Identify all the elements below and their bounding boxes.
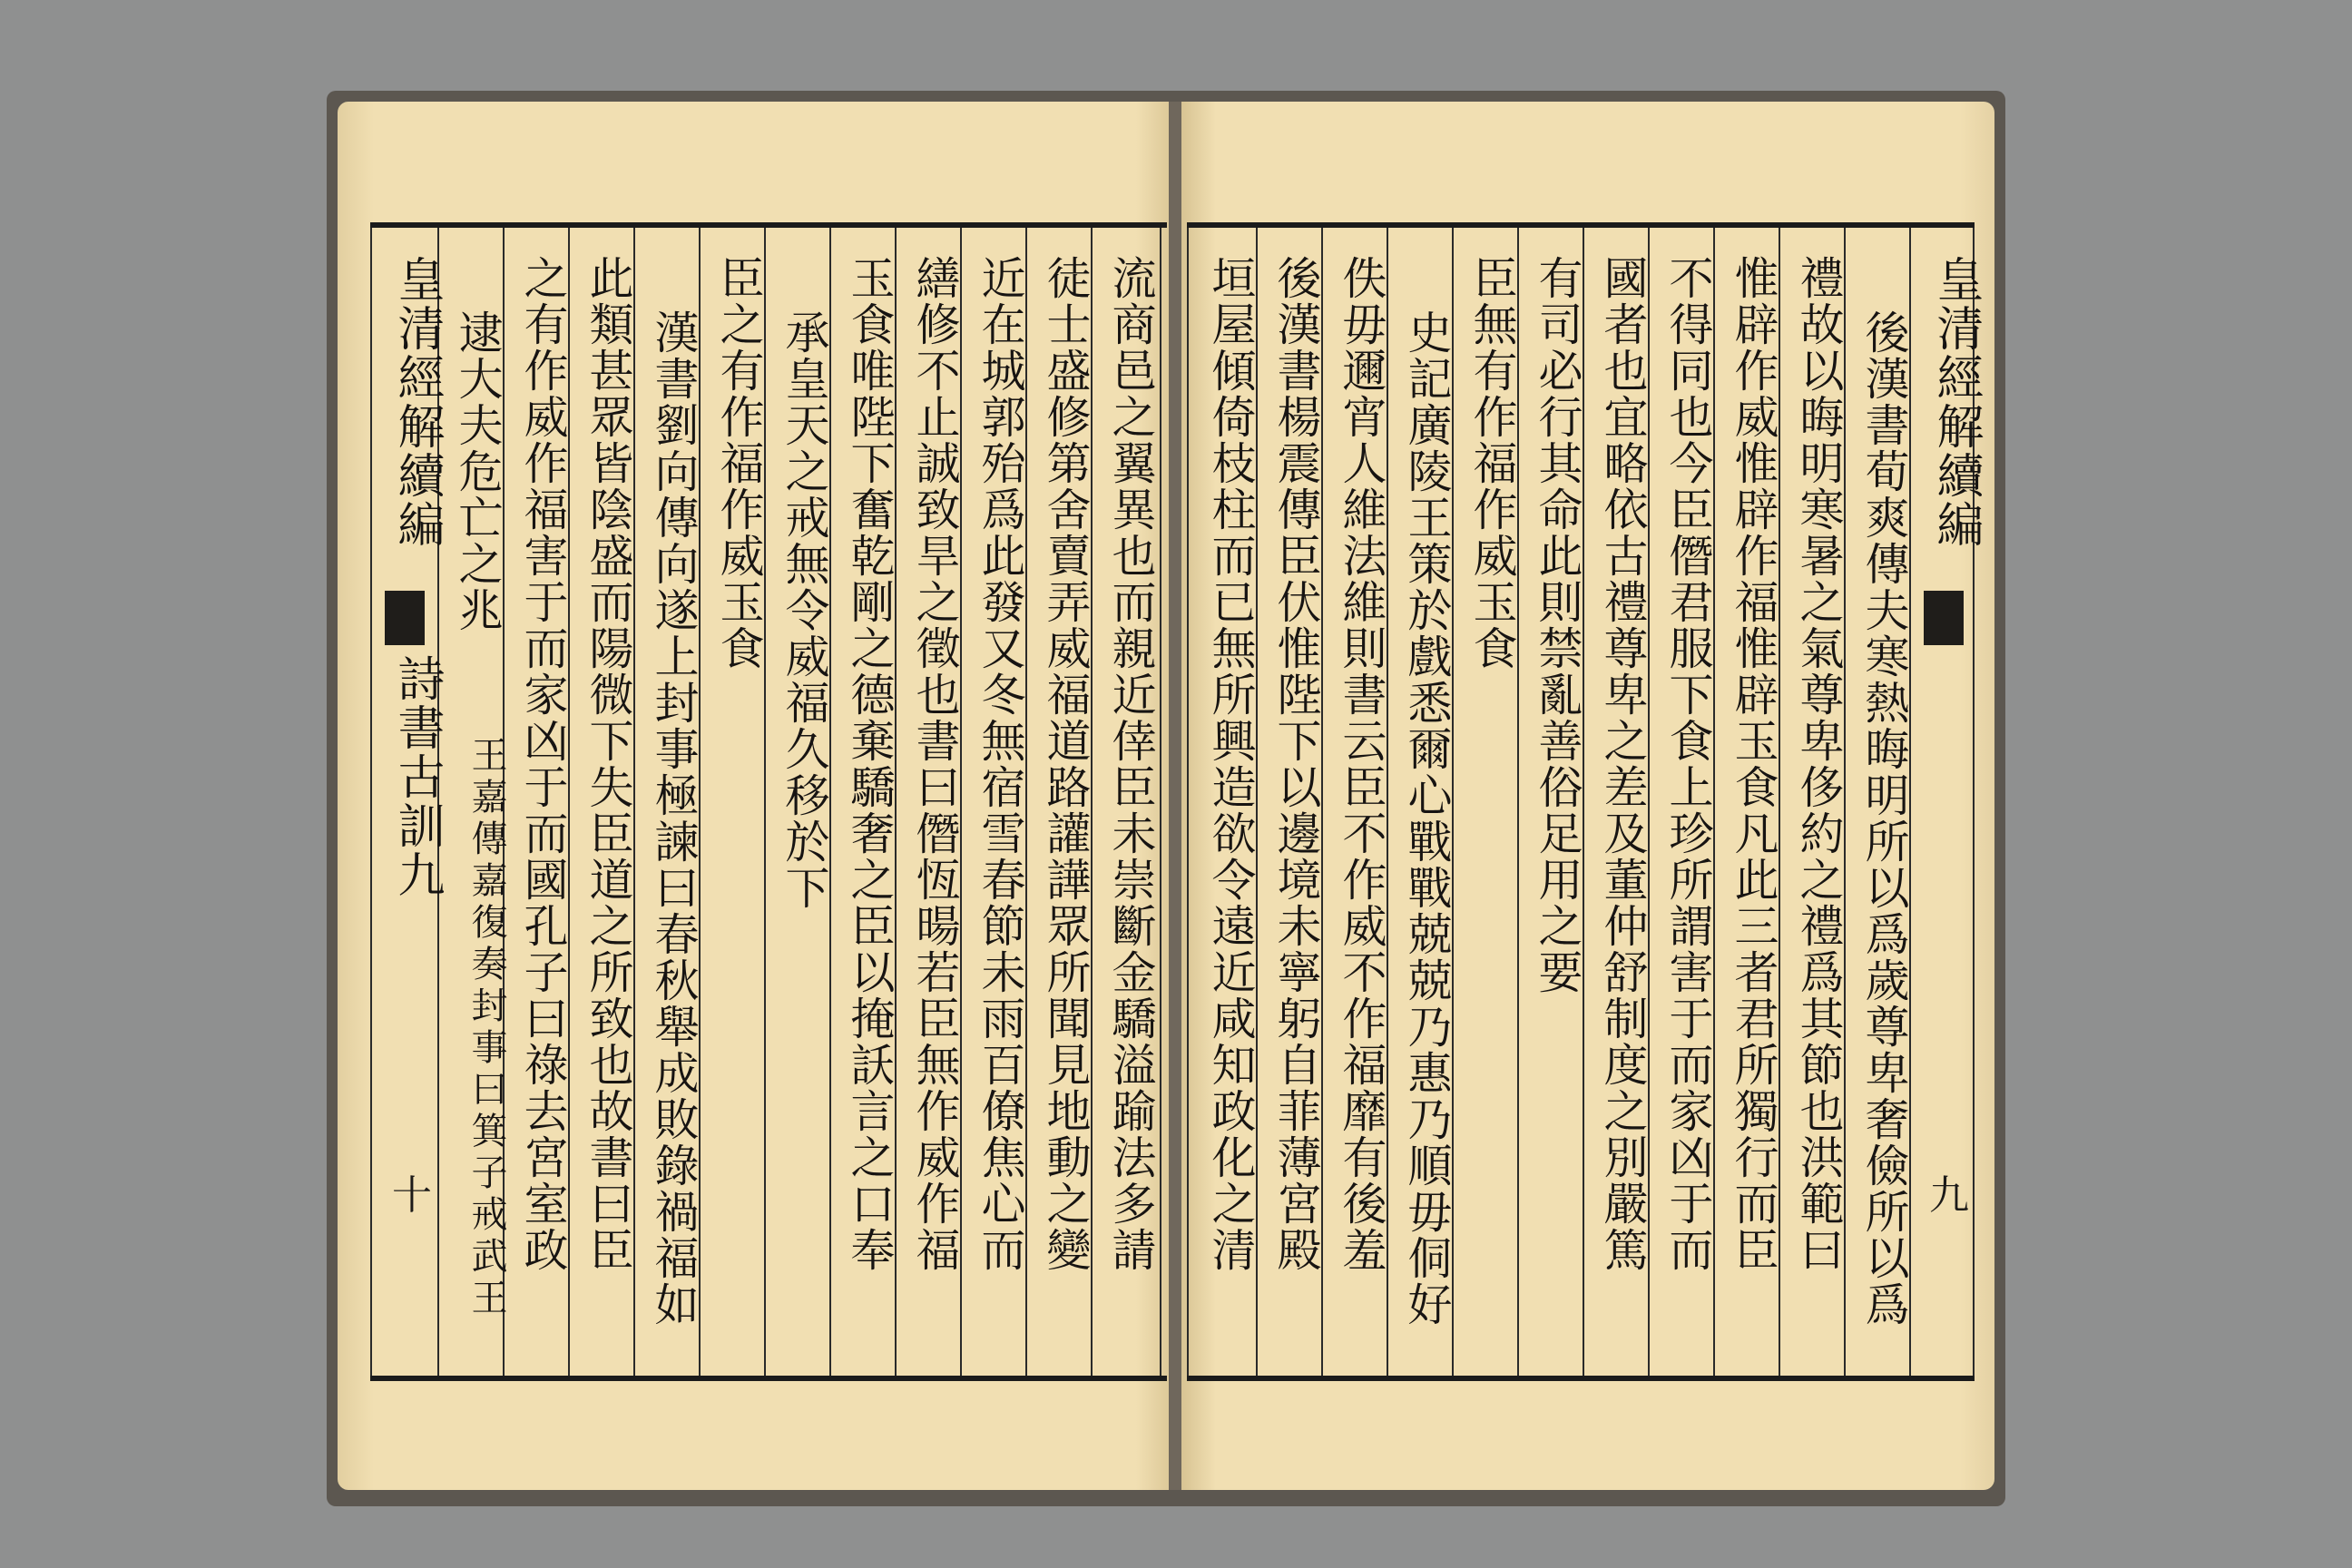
center-title: 皇清經解續編 — [1928, 255, 1983, 549]
heading-column: 臣無有作福作威玉食 — [1466, 255, 1518, 671]
text-column: 承皇天之戒無令威福久移於下 — [779, 309, 830, 911]
text-column: 流商邑之翼異也而親近倖臣未崇斷金驕溢踰法多請 — [1105, 255, 1157, 1273]
center-section: 詩書古訓九 — [389, 654, 444, 899]
text-column: 垣屋傾倚枝柱而已無所興造欲令遠近咸知政化之清 — [1205, 255, 1257, 1273]
book-gutter — [1169, 102, 1181, 1490]
column-rule — [370, 228, 372, 1376]
fishtail-mark — [385, 591, 425, 645]
left-text-frame — [370, 222, 1167, 1381]
center-title: 皇清經解續編 — [389, 255, 444, 549]
text-column: 後漢書楊震傳臣伏惟陛下以邊境未寧躬自菲薄宮殿 — [1270, 255, 1322, 1273]
fishtail-mark — [1924, 591, 1964, 645]
heading-column: 臣之有作福作威玉食 — [713, 255, 765, 671]
right-text-frame — [1187, 222, 1983, 1381]
column-rule — [1160, 228, 1161, 1376]
text-column: 禮故以晦明寒暑之氣尊卑侈約之禮爲其節也洪範曰 — [1793, 255, 1845, 1273]
text-column: 國者也宜略依古禮尊卑之差及董仲舒制度之別嚴篤 — [1597, 255, 1649, 1273]
text-column: 近在城郭殆爲此發又冬無宿雪春節未雨百僚焦心而 — [975, 255, 1026, 1273]
text-column: 有司必行其命此則禁亂善俗足用之要 — [1532, 255, 1583, 995]
text-column: 漢書劉向傳向遂上封事極諫曰春秋舉成敗錄禍福如 — [648, 309, 700, 1328]
text-column-tail: 王嘉傳嘉復奏封事曰箕子戒武王 — [466, 736, 507, 1320]
text-column: 繕修不止誠致旱之徵也書曰僭恆暘若臣無作威作福 — [909, 255, 961, 1273]
text-column: 逮大夫危亡之兆 — [452, 309, 504, 633]
folio-number: 九 — [1929, 1172, 1969, 1219]
text-column: 之有作威作福害于而家凶于而國孔子曰祿去宮室政 — [517, 255, 569, 1273]
text-column: 玉食唯陛下奮乾剛之德棄驕奢之臣以掩訞言之口奉 — [844, 255, 896, 1273]
folio-number: 十 — [392, 1172, 432, 1219]
text-column: 此類甚眾皆陰盛而陽微下失臣道之所致也故書曰臣 — [583, 255, 634, 1273]
text-column: 不得同也今臣僭君服下食上珍所謂害于而家凶于而 — [1662, 255, 1714, 1273]
column-rule — [1187, 228, 1189, 1376]
text-column: 佚毋邇宵人維法維則書云臣不作威不作福靡有後羞 — [1336, 255, 1387, 1273]
text-column: 後漢書荀爽傳夫寒熱晦明所以爲歲尊卑奢儉所以爲 — [1858, 309, 1910, 1328]
text-column: 惟辟作威惟辟作福惟辟玉食凡此三者君所獨行而臣 — [1728, 255, 1779, 1273]
text-column: 徒士盛修第舍賣弄威福道路讙譁眾所聞見地動之變 — [1040, 255, 1092, 1273]
text-column: 史記廣陵王策於戲悉爾心戰戰兢兢乃惠乃順毋侗好 — [1401, 309, 1453, 1328]
